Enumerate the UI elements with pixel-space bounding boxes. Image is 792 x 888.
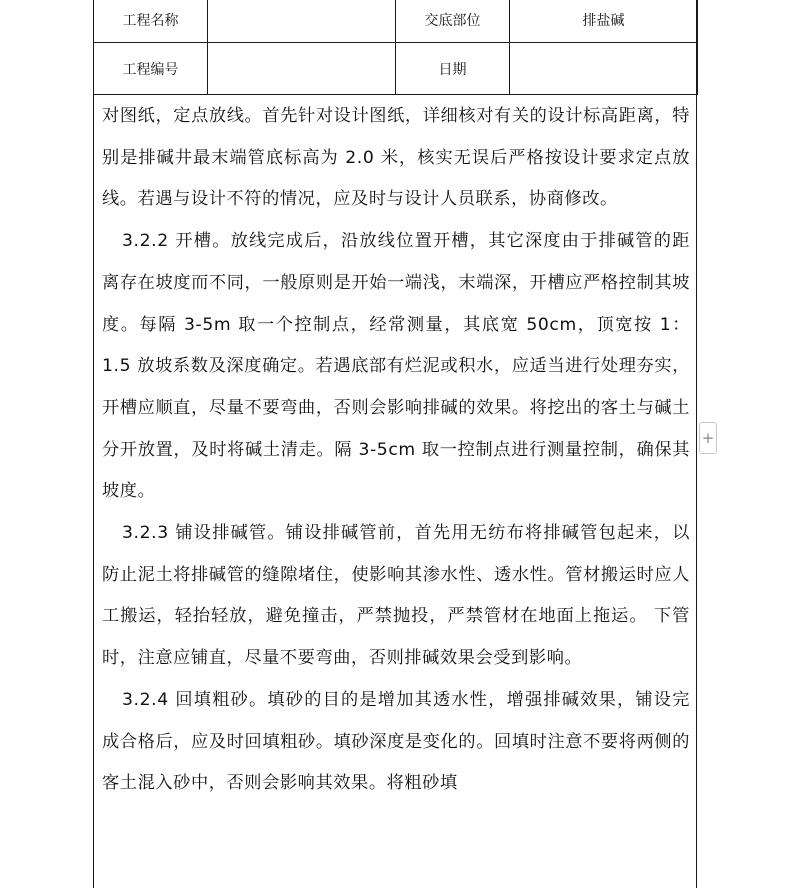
paragraph-pipe-laying: 3.2.3 铺设排碱管。铺设排碱管前，首先用无纺布将排碱管包起来，以防止泥土将排碱管的缝隙堵住，使影响其渗水性、透水性。管材搬运时应人工搬运，轻抬轻放，避免撞击，严禁抛投，严禁管材在地面上拖运。 下管时，注意应铺直，尽量不要弯曲，否则排碱效果会受到影响。 — [102, 523, 690, 669]
project-name-value — [208, 0, 396, 43]
project-name-label: 工程名称 — [94, 0, 208, 43]
header-row-2 — [94, 43, 698, 95]
body-text — [102, 96, 690, 805]
project-no-value — [208, 43, 396, 95]
location-label: 交底部位 — [396, 0, 510, 43]
project-no-label: 工程编号 — [94, 43, 208, 95]
paragraph-sand-backfill: 3.2.4 回填粗砂。填砂的目的是增加其透水性，增强排碱效果，铺设完成合格后，应及时回填粗砂。填砂深度是变化的。回填时注意不要将两侧的客土混入砂中，否则会影响其效果。将粗砂填 — [102, 689, 690, 794]
paragraph-survey: 对图纸，定点放线。首先针对设计图纸，详细核对有关的设计标高距离，特别是排碱井最末端管底标高为 2.0 米，核实无误后严格按设计要求定点放线。若遇与设计不符的情况，应及时与设计人员联系，协商修改。 — [102, 106, 690, 210]
date-label: 日期 — [396, 43, 510, 95]
paragraph-trenching: 3.2.2 开槽。放线完成后，沿放线位置开槽，其它深度由于排碱管的距离存在坡度而不同，一般原则是开始一端浅，末端深，开槽应严格控制其坡度。每隔 3-5m 取一个控制点，经常测量，其底宽 50cm，顶宽按 1：1.5 放坡系数及深度确定。若遇底部有烂泥或积水，应适当进行处理夯实，开槽应顺直，尽量不要弯曲，否则会影响排碱的效果。将挖出的客土与碱土分开放置，及时将碱土清走。隔 3-5cm 取一控制点进行测量控制，确保其坡度。 — [102, 231, 690, 502]
expand-plus-icon[interactable]: + — [699, 422, 717, 454]
date-value — [510, 43, 698, 95]
document-page — [93, 0, 697, 888]
header-row-1 — [94, 0, 698, 43]
location-value: 排盐碱 — [510, 0, 698, 43]
header-table — [93, 0, 698, 95]
